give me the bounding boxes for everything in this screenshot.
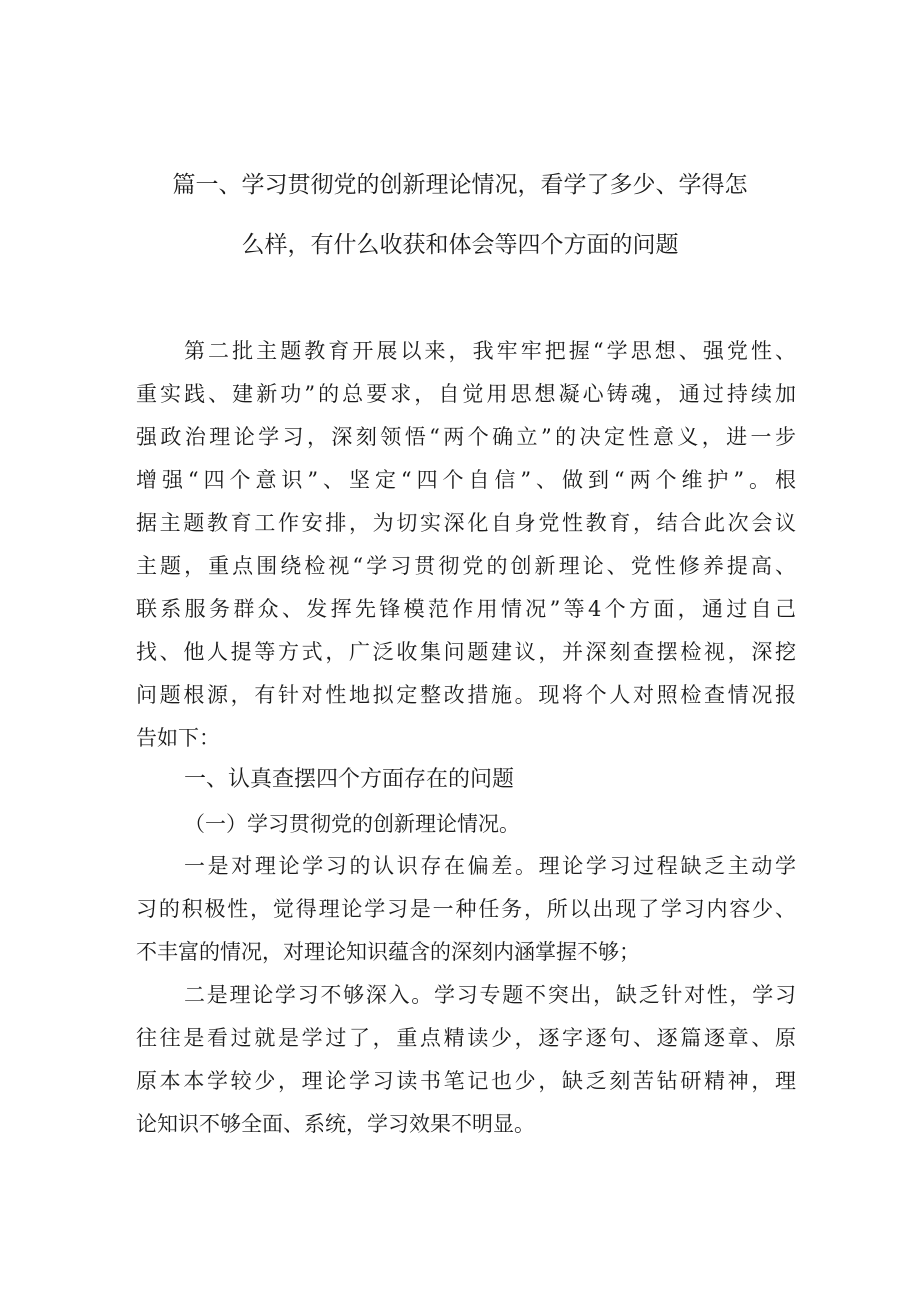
intro-line: 联系服务群众、发挥先锋模范作用情况”等4个方面，通过自己: [136, 597, 796, 621]
document-title-line-2: 么样，有什么收获和体会等四个方面的问题: [241, 232, 679, 258]
intro-line: 找、他人提等方式，广泛收集问题建议，并深刻查摆检视，深挖: [136, 640, 796, 664]
intro-line: 增强“四个意识”、坚定“四个自信”、做到“两个维护”。根: [136, 468, 796, 492]
point-two-line: 论知识不够全面、系统，学习效果不明显。: [136, 1112, 535, 1136]
intro-line: 强政治理论学习，深刻领悟“两个确立”的决定性意义，进一步: [136, 425, 796, 449]
point-one-line: 不丰富的情况，对理论知识蕴含的深刻内涵掌握不够；: [136, 940, 640, 964]
point-two-line: 往往是看过就是学过了，重点精读少，逐字逐句、逐篇逐章、原: [136, 1026, 796, 1050]
point-one-line: 习的积极性，觉得理论学习是一种任务，所以出现了学习内容少、: [136, 897, 796, 921]
intro-line: 主题，重点围绕检视“学习贯彻党的创新理论、党性修养提高、: [136, 554, 796, 578]
intro-line: 第二批主题教育开展以来，我牢牢把握“学思想、强党性、: [184, 339, 796, 363]
intro-line: 据主题教育工作安排，为切实深化自身党性教育，结合此次会议: [136, 511, 796, 535]
intro-line: 告如下：: [136, 726, 220, 750]
point-two-line: 原本本学较少，理论学习读书笔记也少，缺乏刻苦钻研精神，理: [136, 1069, 796, 1093]
point-one-line: 一是对理论学习的认识存在偏差。理论学习过程缺乏主动学: [184, 854, 796, 878]
document-title-line-1: 篇一、学习贯彻党的创新理论情况，看学了多少、学得怎: [172, 172, 748, 198]
intro-line: 问题根源，有针对性地拟定整改措施。现将个人对照检查情况报: [136, 683, 796, 707]
point-two-line: 二是理论学习不够深入。学习专题不突出，缺乏针对性，学习: [184, 983, 796, 1007]
subsection-heading: （一）学习贯彻党的创新理论情况。: [184, 812, 520, 836]
section-heading: 一、认真查摆四个方面存在的问题: [184, 767, 515, 792]
intro-line: 重实践、建新功”的总要求，自觉用思想凝心铸魂，通过持续加: [136, 382, 796, 406]
